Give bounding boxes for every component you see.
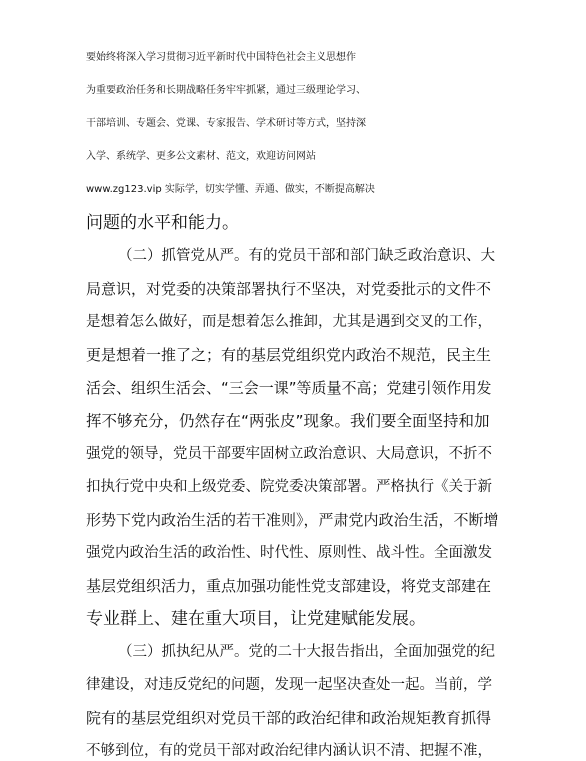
text-line: 强党的领导，党员干部要牢固树立政治意识、大局意识，不折不 <box>86 446 492 462</box>
text-line: 强党内政治生活的政治性、时代性、原则性、战斗性。全面激发 <box>86 545 492 561</box>
text-line: 要始终将深入学习贯彻习近平新时代中国特色社会主义思想作 <box>86 52 356 63</box>
paragraph-heading-line: （三）抓执纪从严。党的二十大报告指出，全面加强党的纪 <box>118 644 495 660</box>
text-line: 扣执行党中央和上级党委、院党委决策部署。严格执行《关于新 <box>86 479 492 495</box>
text-line: 问题的水平和能力。 <box>86 213 239 233</box>
text-line: 是想着怎么做好，而是想着怎么推卸，尤其是遇到交叉的工作， <box>86 314 492 330</box>
paragraph-heading-line: （二）抓管党从严。有的党员干部和部门缺乏政治意识、大 <box>118 248 495 264</box>
text-line: 入学、系统学、更多公文素材、范文，欢迎访问网站 <box>86 151 316 162</box>
text-line: 干部培训、专题会、党课、专家报告、学术研讨等方式，坚持深 <box>86 118 366 129</box>
text-line: 专业群上、建在重大项目，让党建赋能发展。 <box>86 609 426 629</box>
text-line: 活会、组织生活会、“三会一课”等质量不高；党建引领作用发 <box>86 379 492 397</box>
text-line: 院有的基层党组织对党员干部的政治纪律和政治规矩教育抓得 <box>86 709 492 727</box>
text-line: www.zg123.vip 实际学，切实学懂、弄通、做实，不断提高解决 <box>86 184 375 195</box>
text-line: 基层党组织活力，重点加强功能性党支部建设，将党支部建在 <box>86 577 492 595</box>
text-line: 不够到位，有的党员干部对政治纪律内涵认识不清、把握不准， <box>86 743 492 759</box>
text-line: 形势下党内政治生活的若干准则》，严肃党内政治生活，不断增 <box>86 511 499 529</box>
text-line: 挥不够充分，仍然存在“两张皮”现象。我们要全面坚持和加 <box>86 412 490 430</box>
text-line: 更是想着一推了之；有的基层党组织党内政治不规范，民主生 <box>86 346 492 364</box>
text-line: 为重要政治任务和长期战略任务牢牢抓紧，通过三级理论学习、 <box>86 85 366 96</box>
text-line: 律建设，对违反党纪的问题，发现一起坚决查处一起。当前，学 <box>86 677 492 693</box>
text-line: 局意识，对党委的决策部署执行不坚决，对党委批示的文件不 <box>86 280 492 298</box>
